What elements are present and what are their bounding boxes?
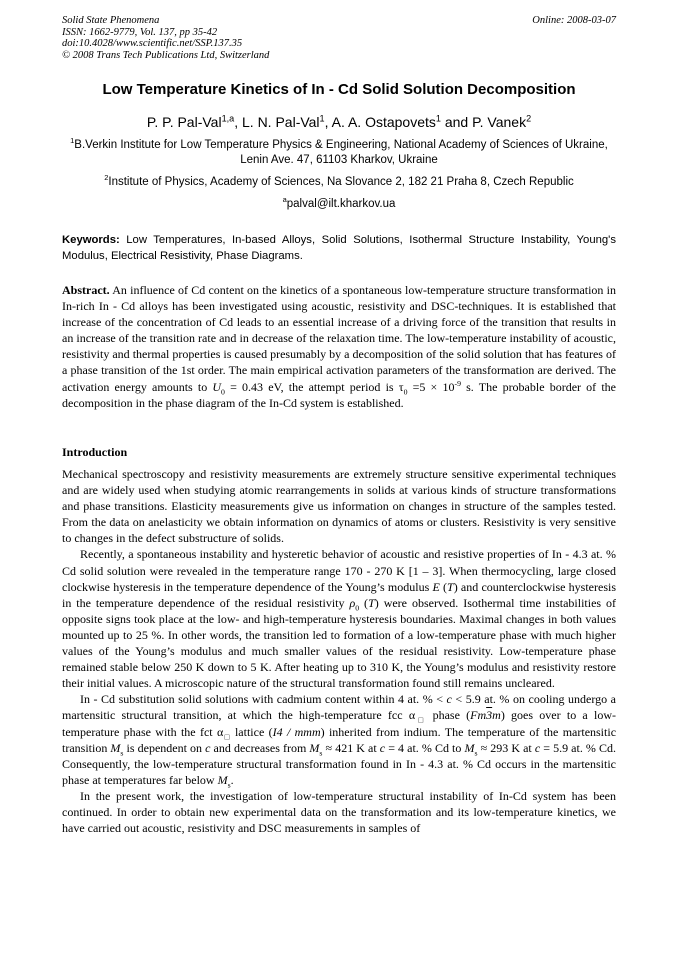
abstract-text: An influence of Cd content on the kinetics of a spontaneous low-temperature structure transformation in In-rich In - Cd alloys has been investigated using acoustic, resistivity and DSC-techniques. It is established that increase of the concentration of Cd leads to an essential increase of a driving force of the transition that results in an increase of the transition rate and in decrease of the relaxation time. The low-temperature instability of acoustic, resistivity and thermal properties is caused presumably by a decomposition of the solid solution that has features of a phase transition of the 1st order. The main empirical activation parameters of the transformation are derived. The activation energy amounts to [62, 283, 616, 394]
text-run: lattice ( [230, 724, 273, 739]
symbol: 3 [486, 708, 493, 723]
superscript: -9 [454, 378, 461, 388]
subscript: □ [415, 715, 427, 725]
text-run: Recently, a spontaneous instability and hysteretic behavior of acoustic and resistive properties of In - 4.3 at. % Cd solid solution were revealed in the temperature range 170 - 270 K [1 – 3]. When thermocycling, large closed clockwise hysteresis in the temperature dependence of the Young’s modulus [62, 547, 616, 594]
symbol-u0: U [212, 379, 222, 394]
author-name: P. P. Pal-Val [146, 114, 222, 130]
text-run: ≈ 421 K at [322, 740, 380, 755]
symbol: M [110, 740, 121, 755]
symbol: M [217, 772, 228, 787]
paragraph: Mechanical spectroscopy and resistivity measurements are extremely structure sensitive experimental techniques and are widely used when studying atomic rearrangements in solids at various kinds of structure transformations and phase transitions. Elasticity measurements give us information on changes in structure of the samples tested. From the data on anelasticity we obtain information on dynamics of atoms or clusters. Resistivity is very sensitive to changes in the defect substructure of solids. [62, 467, 616, 546]
text-run: ) were observed. Isothermal time instabilities of opposite signs took place at the low- and high-temperature hysteresis boundaries. Maximal changes in both values mounted up to 25 %. In other words, the transition led to formation of a low-temperature phase with much higher values of the Young’s modulus and much smaller values of the residual resistivity. Low-temperature phase remained stable below 250 K down to 5 K. After heating up to 310 K, the Young’s modulus and resistivity restore their initial values. A microscopic nature of the structural transformation found still remains uncleared. [62, 595, 616, 691]
subscript: 0 [403, 386, 408, 396]
abstract-label: Abstract. [62, 283, 110, 297]
online-date: Online: 2008-03-07 [532, 15, 616, 26]
text-run: ( [359, 595, 369, 610]
symbol: T [368, 595, 375, 610]
affiliation-text: B.Verkin Institute for Low Temperature Physics & Engineering, National Academy of Sciences of Ukraine, Lenin Ave. 47, 61103 Kharkov, Ukraine [74, 139, 608, 166]
text-run: ) goes over to a low-temperature phase with the fct α [62, 708, 616, 739]
text-run: is dependent on [123, 740, 206, 755]
text-run: = 5.9 at. % Cd. Consequently, the low-temperature structural transformation found in In - 4.3 at. % Cd occurs in the martensitic phase at temperatures far below [62, 740, 616, 787]
text-run: < 5.9 at. % on cooling undergo a martensitic structural transition, at which the high-temperature fcc α [62, 692, 616, 723]
paragraph [62, 546, 616, 691]
subscript: s [319, 747, 323, 757]
keywords-label: Keywords: [62, 234, 120, 246]
affiliation-sup: 1 [70, 136, 75, 146]
symbol: c [379, 740, 386, 755]
symbol: ρ [349, 595, 356, 610]
author-sup: 1 [319, 113, 325, 124]
author-name: , A. A. Ostapovets [324, 114, 436, 130]
symbol: Fm [470, 708, 487, 723]
abstract [62, 282, 616, 411]
text-run: ( [439, 579, 448, 594]
paragraph: In the present work, the investigation of low-temperature structural instability of In-Cd system has been continued. In order to obtain new experimental data on the transformation and its low-temperature kinetics, we have carried out acoustic, resistivity and DSC measurements in samples of [62, 788, 616, 836]
author-list [0, 114, 678, 130]
text-run: ≈ 293 K at [477, 740, 535, 755]
symbol: c [205, 740, 211, 755]
symbol: m [492, 708, 501, 723]
subscript: s [474, 747, 478, 757]
symbol: c [446, 692, 452, 707]
text-run: ) inherited from indium. The temperature of the martensitic transition [62, 724, 617, 755]
text-run: . [230, 772, 234, 787]
journal-header [62, 15, 616, 61]
paragraph [62, 691, 616, 788]
section-heading-introduction: Introduction [62, 445, 128, 459]
abstract-text: =5 × 10 [407, 379, 455, 394]
text-run: and decreases from [210, 740, 310, 755]
abstract-text: = 0.43 eV, the attempt period is τ [224, 379, 404, 394]
journal-copyright: © 2008 Trans Tech Publications Ltd, Switzerland [62, 49, 270, 61]
subscript: s [227, 780, 231, 790]
affiliation-sup: 2 [104, 173, 109, 183]
paper-title: Low Temperature Kinetics of In - Cd Solid Solution Decomposition [102, 81, 576, 98]
symbol: T [447, 579, 454, 594]
journal-name: Solid State Phenomena [62, 15, 160, 26]
email-line [62, 197, 616, 212]
keywords [62, 233, 616, 264]
affiliation-2 [62, 175, 616, 190]
symbol: E [432, 579, 440, 594]
subscript: 0 [355, 603, 360, 613]
email-sup: a [282, 195, 287, 205]
author-sup: 1 [435, 113, 441, 124]
symbol: I4 / mmm [272, 724, 321, 739]
affiliation-1 [62, 138, 616, 168]
keywords-text: Low Temperatures, In-based Alloys, Solid Solutions, Isothermal Structure Instability, Young's Modulus, Electrical Resistivity, Phase Diagrams. [62, 234, 616, 262]
text-run: phase ( [426, 708, 471, 723]
text-run: = 4 at. % Cd to [385, 740, 465, 755]
affiliation-text: Institute of Physics, Academy of Sciences, Na Slovance 2, 182 21 Praha 8, Czech Republic [108, 176, 574, 188]
introduction-body [62, 466, 616, 836]
author-sup: 2 [526, 113, 532, 124]
subscript: □ [223, 731, 231, 741]
journal-doi[interactable]: doi:10.4028/www.scientific.net/SSP.137.35 [62, 38, 243, 49]
text-run: ) and counterclockwise hysteresis in the temperature dependence of the residual resistivity [62, 579, 616, 610]
symbol: M [464, 740, 475, 755]
author-sup: 1,a [221, 113, 235, 124]
symbol: c [534, 740, 541, 755]
text-run: In - Cd substitution solid solutions with cadmium content within 4 at. % < [80, 692, 447, 707]
email-address[interactable]: palval@ilt.kharkov.ua [286, 198, 396, 210]
journal-issn: ISSN: 1662-9779, Vol. 137, pp 35-42 [62, 26, 218, 38]
subscript: s [120, 747, 124, 757]
abstract-text: s. The probable border of the decomposition in the phase diagram of the In-Cd system is established. [62, 379, 616, 410]
subscript: 0 [221, 386, 225, 396]
author-name: , L. N. Pal-Val [234, 114, 320, 130]
author-name: and P. Vanek [440, 114, 527, 130]
symbol: M [309, 740, 320, 755]
